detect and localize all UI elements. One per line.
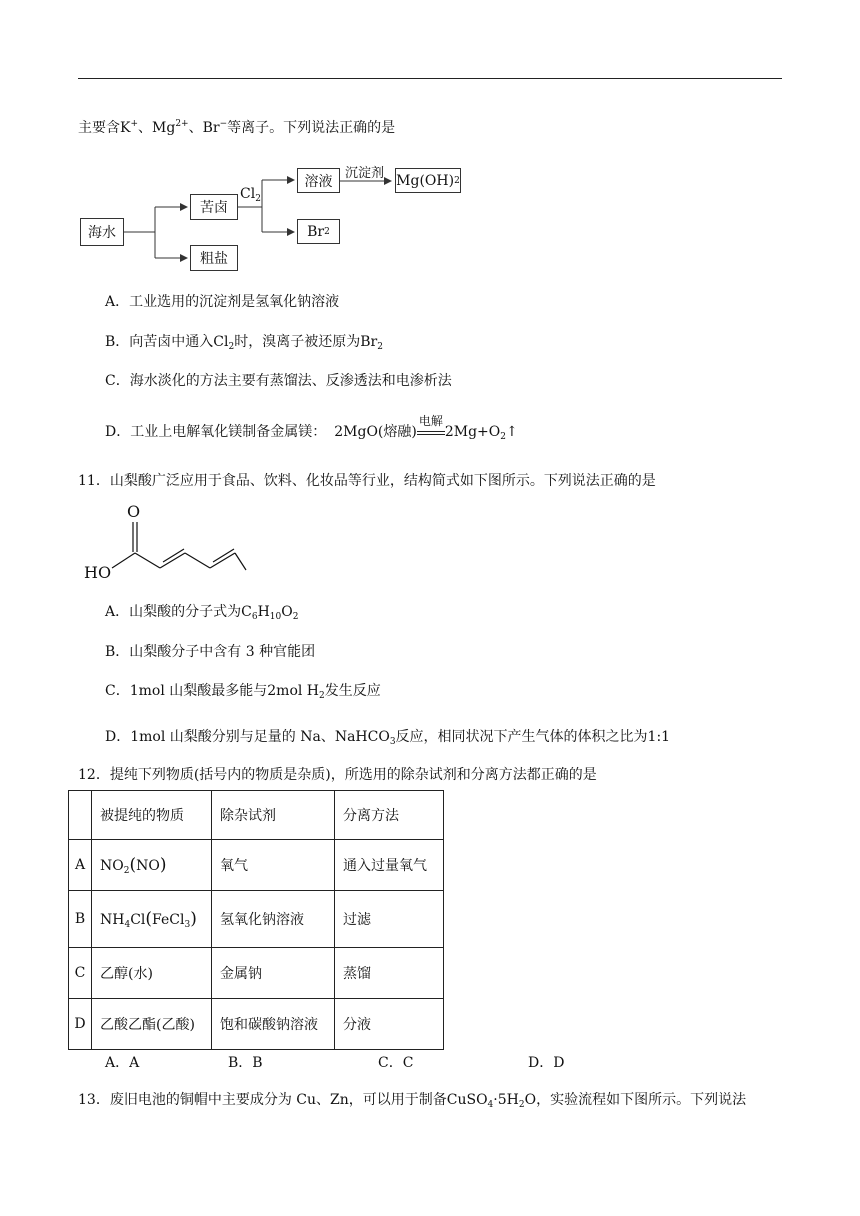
table-header-row — [69, 791, 444, 840]
q11-stem: 11．山梨酸广泛应用于食品、饮料、化妆品等行业，结构简式如下图所示。下列说法正确的是 — [78, 473, 656, 489]
row-key: D — [69, 999, 92, 1050]
row-key: A — [69, 840, 92, 891]
box-solution: 溶液 — [297, 168, 340, 193]
row-substance: 乙酸乙酯(乙酸) — [92, 999, 212, 1050]
row-substance: 乙醇(水) — [92, 948, 212, 999]
q10-option-a: A．工业选用的沉淀剂是氢氧化钠溶液 — [105, 294, 340, 310]
q12-answer-a: A．A — [105, 1055, 140, 1071]
q11-option-a: A．山梨酸的分子式为$C_6H_{10}O_2$ — [105, 604, 299, 622]
row-substance: $NH_4Cl(FeCl_3)$ — [92, 891, 212, 948]
table-header-cell: 分离方法 — [335, 791, 444, 840]
row-reagent: 氧气 — [212, 840, 335, 891]
row-key: C — [69, 948, 92, 999]
row-reagent: 氢氧化钠溶液 — [212, 891, 335, 948]
q10-option-c: C．海水淡化的方法主要有蒸馏法、反渗透法和电渗析法 — [105, 373, 452, 389]
q13-stem: 13．废旧电池的铜帽中主要成分为 Cu、Zn，可以用于制备$CuSO_4\cdot 5H_2O$，实验流程如下图所示。下列说法 — [78, 1092, 747, 1110]
electrolysis-condition: 电解 — [417, 425, 445, 439]
q11-option-c: C．1mol 山梨酸最多能与2mol $H_2$发生反应 — [105, 683, 381, 701]
q12-stem: 12．提纯下列物质(括号内的物质是杂质)，所选用的除杂试剂和分离方法都正确的是 — [78, 767, 597, 783]
row-key: B — [69, 891, 92, 948]
structure-oxygen-label: O — [127, 502, 141, 521]
box-seawater: 海水 — [80, 218, 124, 246]
q12-answer-c: C．C — [378, 1055, 414, 1071]
row-reagent: 饱和碳酸钠溶液 — [212, 999, 335, 1050]
q12-answer-b: B．B — [228, 1055, 263, 1071]
structure-hydroxyl-label: HO — [84, 563, 112, 582]
row-method: 过滤 — [335, 891, 444, 948]
label-precipitant: 沉淀剂 — [345, 166, 385, 181]
label-cl2: $Cl_2$ — [240, 186, 261, 204]
flow-arrows — [0, 0, 860, 300]
box-crude-salt: 粗盐 — [190, 245, 238, 271]
row-reagent: 金属钠 — [212, 948, 335, 999]
q10-option-b: B．向苦卤中通入$Cl_2$时，溴离子被还原为$Br_2$ — [105, 334, 383, 352]
row-method: 分液 — [335, 999, 444, 1050]
q12-answer-d: D．D — [528, 1055, 565, 1071]
table-row — [69, 948, 444, 999]
row-substance: $NO_2(NO)$ — [92, 840, 212, 891]
table-row — [69, 840, 444, 891]
q12-table — [68, 790, 444, 1050]
box-bittern: 苦卤 — [190, 194, 238, 220]
box-mgoh2: Mg(OH) 2 — [395, 168, 461, 193]
table-row — [69, 891, 444, 948]
q10-option-d: D．工业上电解氧化镁制备金属镁： 2MgO(熔融) 电解 $2Mg+O_2↑$ — [105, 414, 518, 442]
row-method: 蒸馏 — [335, 948, 444, 999]
table-header-cell: 被提纯的物质 — [92, 791, 212, 840]
q11-option-d: D．1mol 山梨酸分别与足量的 Na、NaHCO$_3$反应，相同状况下产生气体的体积之比为1:1 — [105, 729, 671, 747]
table-header-cell — [69, 791, 92, 840]
q11-option-b: B．山梨酸分子中含有 3 种官能团 — [105, 644, 316, 660]
table-header-cell: 除杂试剂 — [212, 791, 335, 840]
row-method: 通入过量氧气 — [335, 840, 444, 891]
box-br2: Br 2 — [297, 219, 340, 244]
table-row — [69, 999, 444, 1050]
q10-stem: 主要含K+、$Mg^{2+}$、Br−等离子。下列说法正确的是 — [78, 119, 396, 136]
